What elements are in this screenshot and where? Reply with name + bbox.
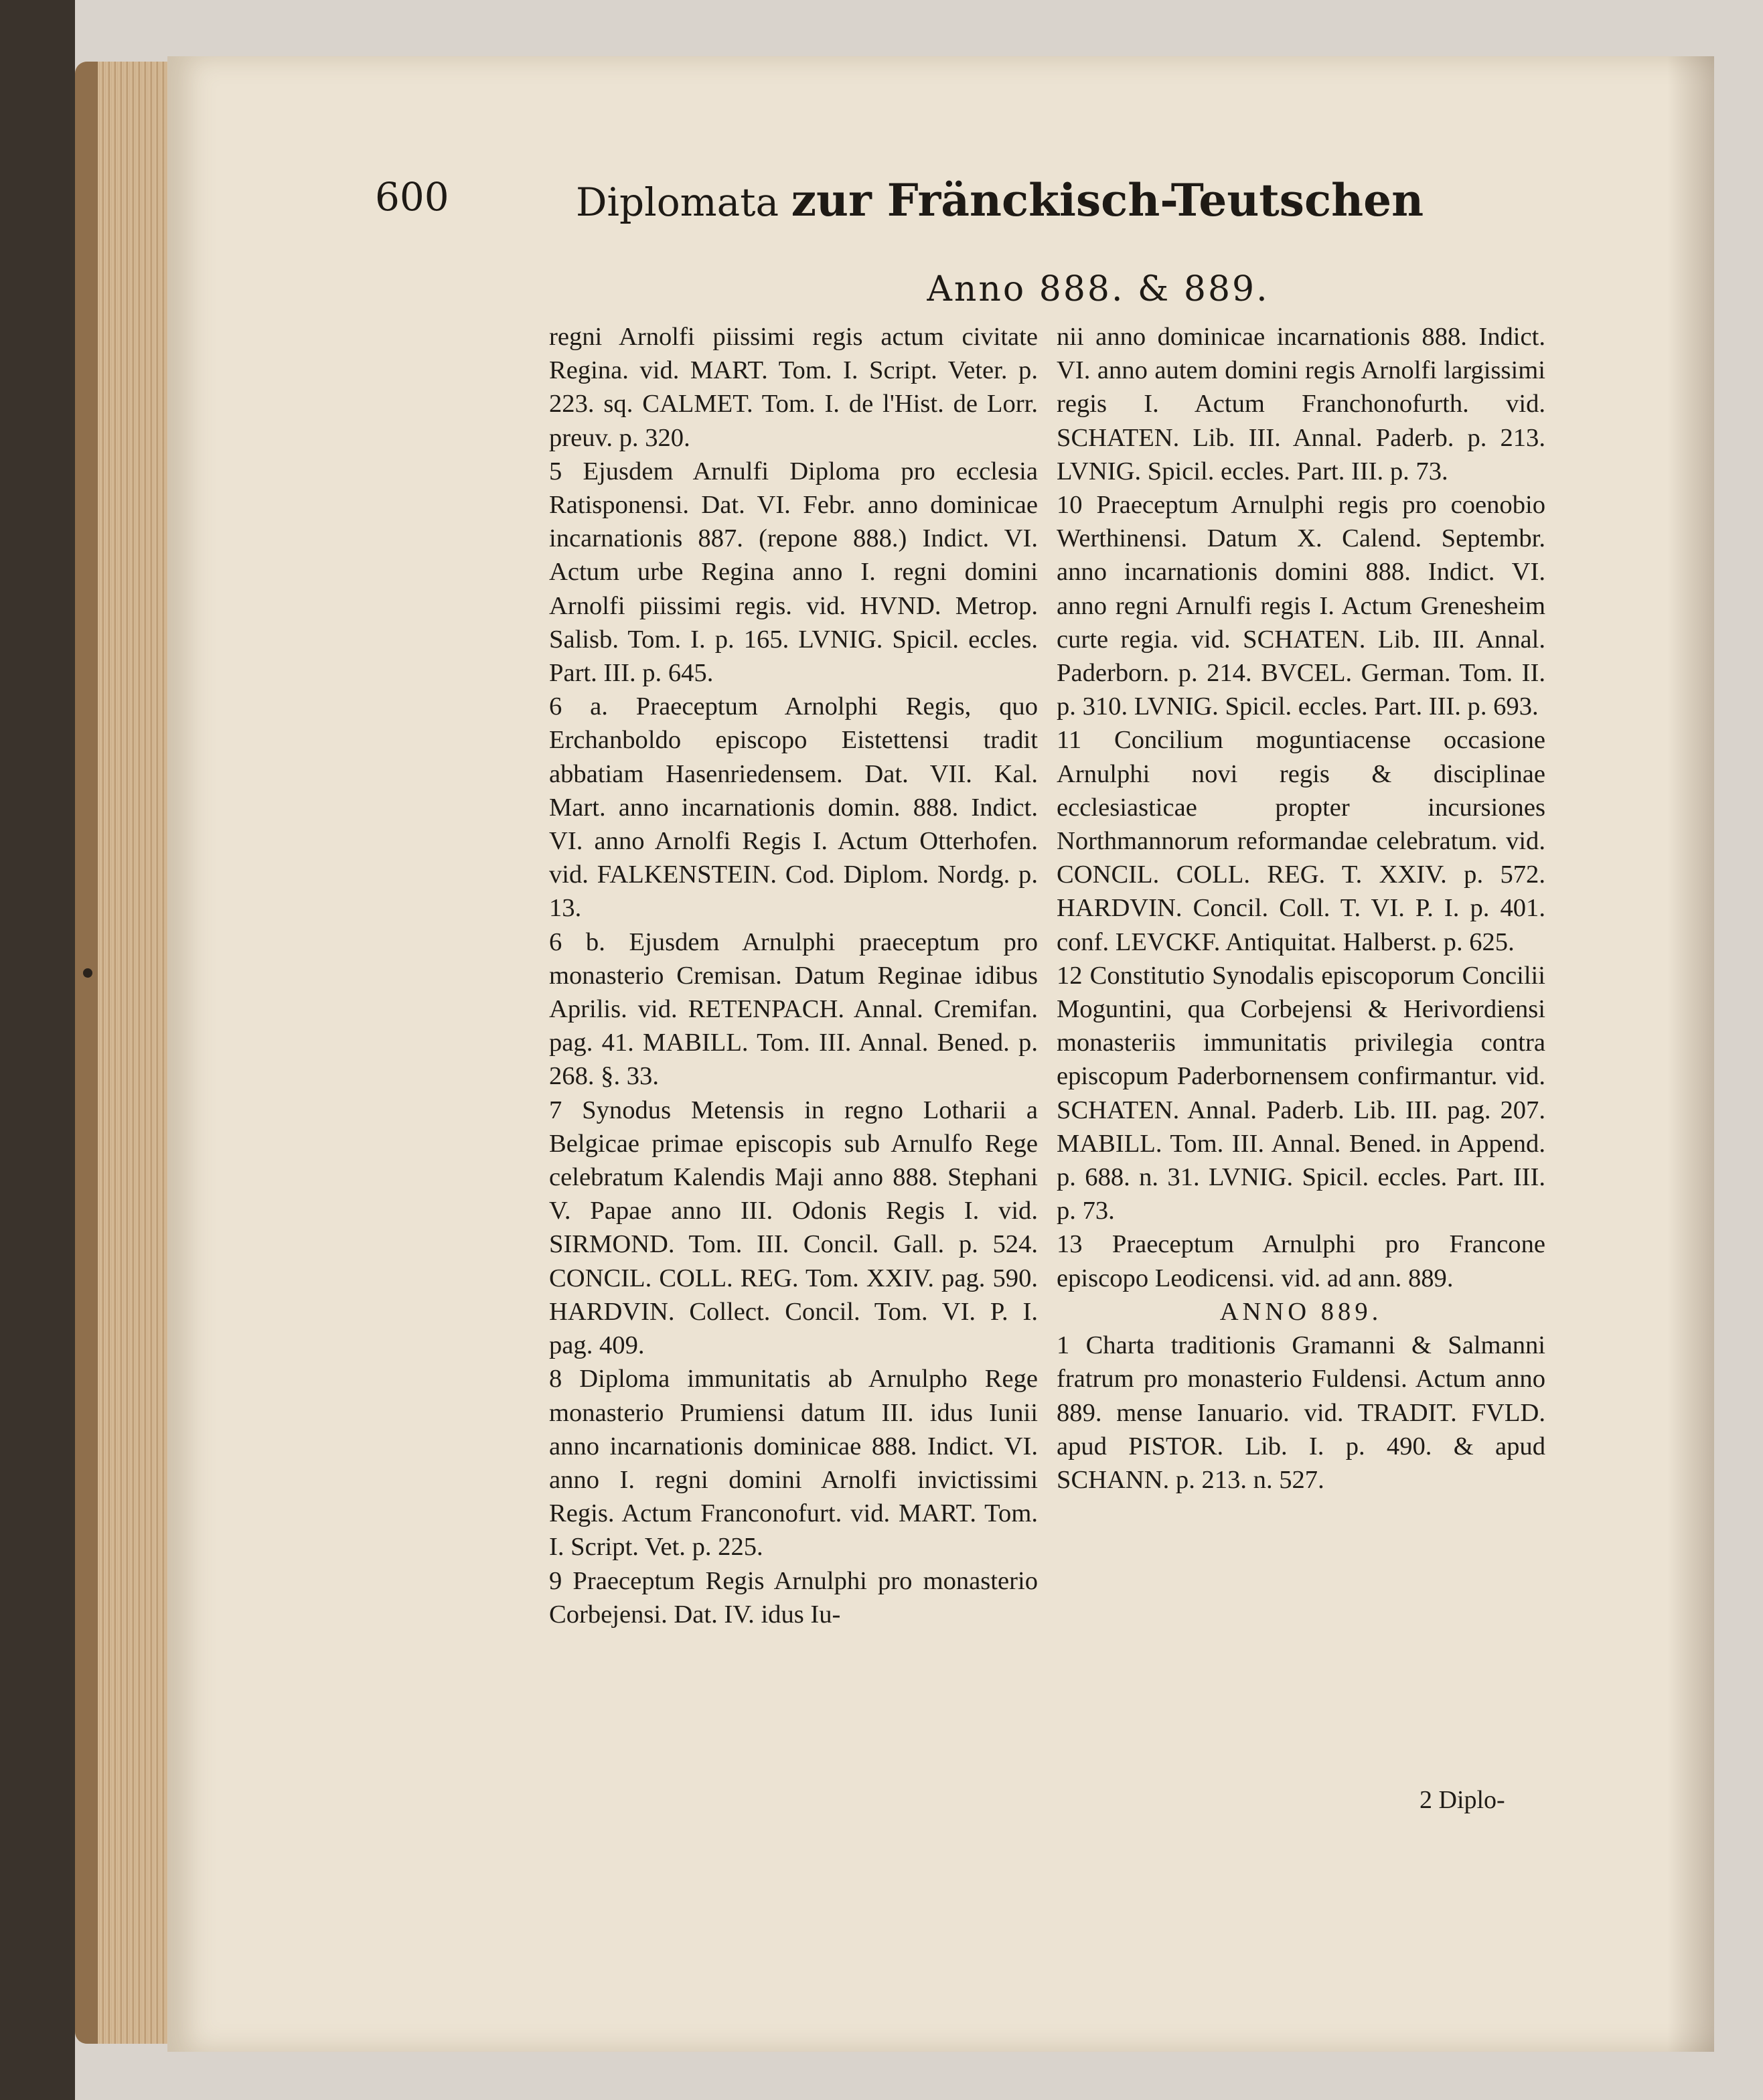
right-entry: 13 Praeceptum Arnulphi pro Francone episcopo Leodicensi. vid. ad ann. 889. (1057, 1230, 1545, 1292)
running-title-german: zur Fränckisch-Teutschen (791, 174, 1424, 226)
left-entry: 6 a. Praeceptum Arnolphi Regis, quo Erchanboldo episcopo Eistettensi tradit abbatiam Hasenriedensem. Dat. VII. Kal. Mart. anno incarnationis domin. 888. Indict. VI. anno Arnolfi Regis I. Actum Otterhofen. vid. FALKENSTEIN. Cod. Diplom. Nordg. p. 13. (549, 692, 1038, 923)
left-entry: 5 Ejusdem Arnulfi Diploma pro ecclesia Ratisponensi. Dat. VI. Febr. anno dominicae incarnationis 887. (repone 888.) Indict. VI. Actum urbe Regina anno I. regni domini Arnolfi piissimi regis. vid. HVND. Metrop. Salisb. Tom. I. p. 165. LVNIG. Spicil. eccles. Part. III. p. 645. (549, 457, 1038, 688)
right-column (1057, 320, 1545, 1497)
left-entry: 7 Synodus Metensis in regno Lotharii a Belgicae primae episcopis sub Arnulfo Rege celebratum Kalendis Maji anno 888. Stephani V. Papae anno III. Odonis Regis I. vid. SIRMOND. Tom. III. Concil. Gall. p. 524. CONCIL. COLL. REG. Tom. XXIV. pag. 590. HARDVIN. Collect. Concil. Tom. VI. P. I. pag. 409. (549, 1096, 1038, 1360)
gutter-shadow (1667, 56, 1714, 2052)
cover-mark (83, 968, 92, 978)
right-entry: 1 Charta traditionis Gramanni & Salmanni fratrum pro monasterio Fuldensi. Actum anno 889. mense Ianuario. vid. TRADIT. FVLD. apud PISTOR. Lib. I. p. 490. & apud SCHANN. p. 213. n. 527. (1057, 1331, 1545, 1494)
page-header (375, 155, 1424, 242)
running-title-latin: Diplomata (576, 179, 779, 225)
running-title (576, 174, 1424, 226)
book-cover (0, 0, 75, 2100)
left-entry: 6 b. Ejusdem Arnulphi praeceptum pro monasterio Cremisan. Datum Reginae idibus Aprilis. vid. RETENPACH. Annal. Cremifan. pag. 41. MABILL. Tom. III. Annal. Bened. p. 268. §. 33. (549, 927, 1038, 1091)
left-entry: regni Arnolfi piissimi regis actum civitate Regina. vid. MART. Tom. I. Script. Veter. p. 223. sq. CALMET. Tom. I. de l'Hist. de Lorr. preuv. p. 320. (549, 323, 1038, 452)
page-number: 600 (375, 174, 449, 220)
right-entry: nii anno dominicae incarnationis 888. Indict. VI. anno autem domini regis Arnolfi largissimi regis I. Actum Franchonofurth. vid. SCHATEN. Lib. III. Annal. Paderb. p. 213. LVNIG. Spicil. eccles. Part. III. p. 73. (1057, 323, 1545, 485)
page-edge-shadow (75, 62, 98, 2044)
right-entry: 10 Praeceptum Arnulphi regis pro coenobio Werthinensi. Datum X. Calend. Septembr. anno incarnationis domini 888. Indict. VI. anno regni Arnulfi regis I. Actum Grenesheim curte regia. vid. SCHATEN. Lib. III. Annal. Paderborn. p. 214. BVCEL. German. Tom. II. p. 310. LVNIG. Spicil. eccles. Part. III. p. 693. (1057, 491, 1545, 721)
right-entry: 12 Constitutio Synodalis episcoporum Concilii Moguntini, qua Corbejensi & Herivordiensi monasteriis immunitatis privilegia contra episcopum Paderbornensem confirmantur. vid. SCHATEN. Annal. Paderb. Lib. III. pag. 207. MABILL. Tom. III. Annal. Bened. in Append. p. 688. n. 31. LVNIG. Spicil. eccles. Part. III. p. 73. (1057, 961, 1545, 1225)
left-entry: 9 Praeceptum Regis Arnulphi pro monasterio Corbejensi. Dat. IV. idus Iu- (549, 1566, 1038, 1629)
left-entry: 8 Diploma immunitatis ab Arnulpho Rege monasterio Prumiensi datum III. idus Iunii anno incarnationis dominicae 888. Indict. VI. anno I. regni domini Arnolfi invictissimi Regis. Actum Franconofurt. vid. MART. Tom. I. Script. Vet. p. 225. (549, 1365, 1038, 1562)
year-heading: Anno 888. & 889. (927, 269, 1270, 309)
right-entry: 11 Concilium moguntiacense occasione Arnulphi novi regis & disciplinae ecclesiasticae propter incursiones Northmannorum reformandae celebratum. vid. CONCIL. COLL. REG. T. XXIV. p. 572. HARDVIN. Concil. Coll. T. VI. P. I. p. 401. conf. LEVCKF. Antiquitat. Halberst. p. 625. (1057, 726, 1545, 956)
sub-heading: ANNO 889. (1219, 1297, 1383, 1326)
left-column (549, 320, 1038, 1631)
catchword: 2 Diplo- (1420, 1786, 1505, 1814)
